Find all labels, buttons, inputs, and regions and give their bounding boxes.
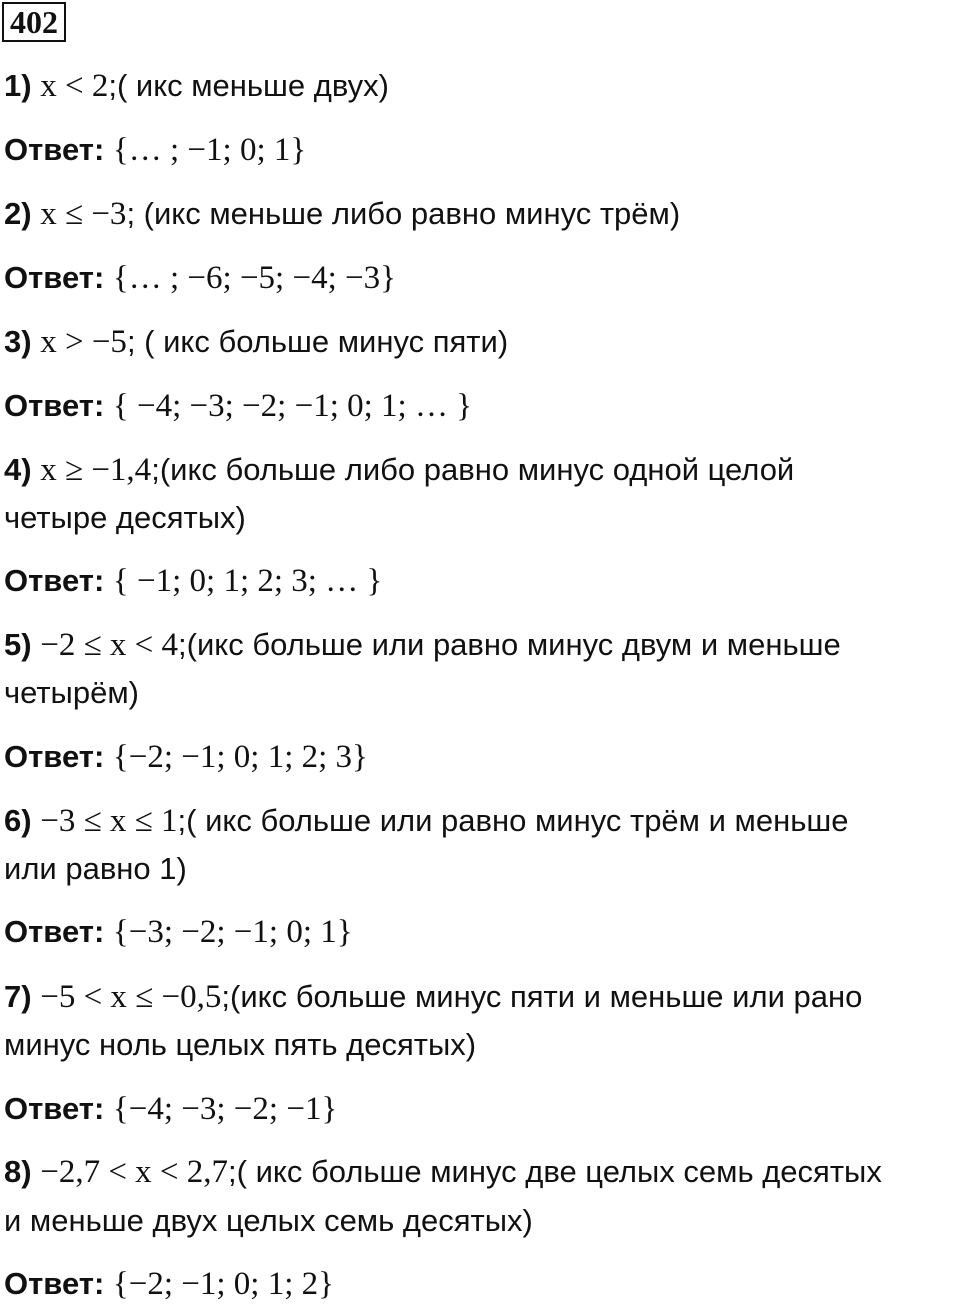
answer-label: Ответ:: [4, 132, 105, 167]
item-separator: ;: [126, 196, 144, 231]
item-4-statement: [4, 450, 794, 490]
item-8-statement-continued: и меньше двух целых семь десятых): [4, 1203, 533, 1238]
answer-set: {−3; −2; −1; 0; 1}: [112, 914, 353, 950]
item-4-statement-continued: четыре десятых): [4, 500, 246, 535]
answer-set: { −1; 0; 1; 2; 3; … }: [112, 563, 383, 599]
item-description: (икс меньше либо равно минус трём): [143, 196, 681, 231]
item-label: 2): [4, 196, 32, 231]
item-5-statement: [4, 625, 841, 665]
item-3-statement: [4, 322, 508, 362]
item-separator: ;: [178, 627, 187, 662]
item-8-statement: [4, 1152, 882, 1192]
item-2-statement: [4, 194, 680, 234]
item-description: (икс больше либо равно минус одной целой: [159, 452, 795, 487]
item-6-answer: [4, 912, 353, 952]
item-label: 6): [4, 803, 32, 838]
answer-set: {−2; −1; 0; 1; 2; 3}: [112, 739, 368, 775]
answer-set: {… ; −1; 0; 1}: [112, 132, 307, 168]
item-description: (икс больше минус пяти и меньше или рано: [230, 979, 863, 1014]
item-description: (икс больше или равно минус двум и меньше: [186, 627, 841, 662]
exercise-number: 402: [2, 2, 66, 42]
item-7-statement-continued: минус ноль целых пять десятых): [4, 1027, 477, 1062]
answer-label: Ответ:: [4, 388, 105, 423]
item-inequality: x < 2: [40, 68, 109, 104]
item-separator: ;: [108, 68, 117, 103]
item-description: ( икс больше минус пяти): [144, 324, 509, 359]
answer-label: Ответ:: [4, 914, 105, 949]
item-label: 7): [4, 979, 32, 1014]
item-description: ( икс больше минус две целых семь десятых: [236, 1154, 882, 1189]
item-inequality: −3 ≤ x ≤ 1: [40, 803, 178, 839]
item-label: 1): [4, 68, 32, 103]
item-7-statement: [4, 977, 862, 1017]
item-separator: ;: [177, 803, 187, 838]
item-separator: ;: [151, 452, 160, 487]
item-label: 4): [4, 452, 32, 487]
answer-label: Ответ:: [4, 739, 105, 774]
item-6-statement-continued: или равно 1): [4, 851, 187, 886]
item-6-statement: [4, 801, 848, 841]
answer-label: Ответ:: [4, 1266, 105, 1301]
item-3-answer: [4, 386, 472, 426]
item-separator: ;: [221, 979, 231, 1014]
answer-label: Ответ:: [4, 1091, 105, 1126]
answer-label: Ответ:: [4, 260, 105, 295]
answer-set: {−4; −3; −2; −1}: [112, 1091, 338, 1127]
answer-label: Ответ:: [4, 563, 105, 598]
item-inequality: −5 < x ≤ −0,5: [40, 979, 222, 1015]
item-inequality: −2,7 < x < 2,7: [40, 1154, 229, 1190]
item-1-answer: [4, 130, 306, 170]
item-8-answer: [4, 1264, 334, 1304]
item-inequality: x > −5: [40, 324, 127, 360]
item-label: 8): [4, 1154, 32, 1189]
item-description: ( икс меньше двух): [116, 68, 389, 103]
item-1-statement: [4, 66, 389, 106]
item-2-answer: [4, 258, 396, 298]
item-4-answer: [4, 561, 382, 601]
answer-set: { −4; −3; −2; −1; 0; 1; … }: [112, 388, 473, 424]
item-label: 5): [4, 627, 32, 662]
item-inequality: x ≥ −1,4: [40, 452, 152, 488]
answer-set: {−2; −1; 0; 1; 2}: [112, 1266, 334, 1302]
item-7-answer: [4, 1089, 337, 1129]
item-label: 3): [4, 324, 32, 359]
item-description: ( икс больше или равно минус трём и меньше: [186, 803, 849, 838]
answer-set: {… ; −6; −5; −4; −3}: [112, 260, 396, 296]
item-separator: ;: [126, 324, 145, 359]
item-inequality: x ≤ −3: [40, 196, 127, 232]
item-5-statement-continued: четырём): [4, 675, 139, 710]
item-5-answer: [4, 737, 368, 777]
item-separator: ;: [228, 1154, 237, 1189]
item-inequality: −2 ≤ x < 4: [40, 627, 179, 663]
